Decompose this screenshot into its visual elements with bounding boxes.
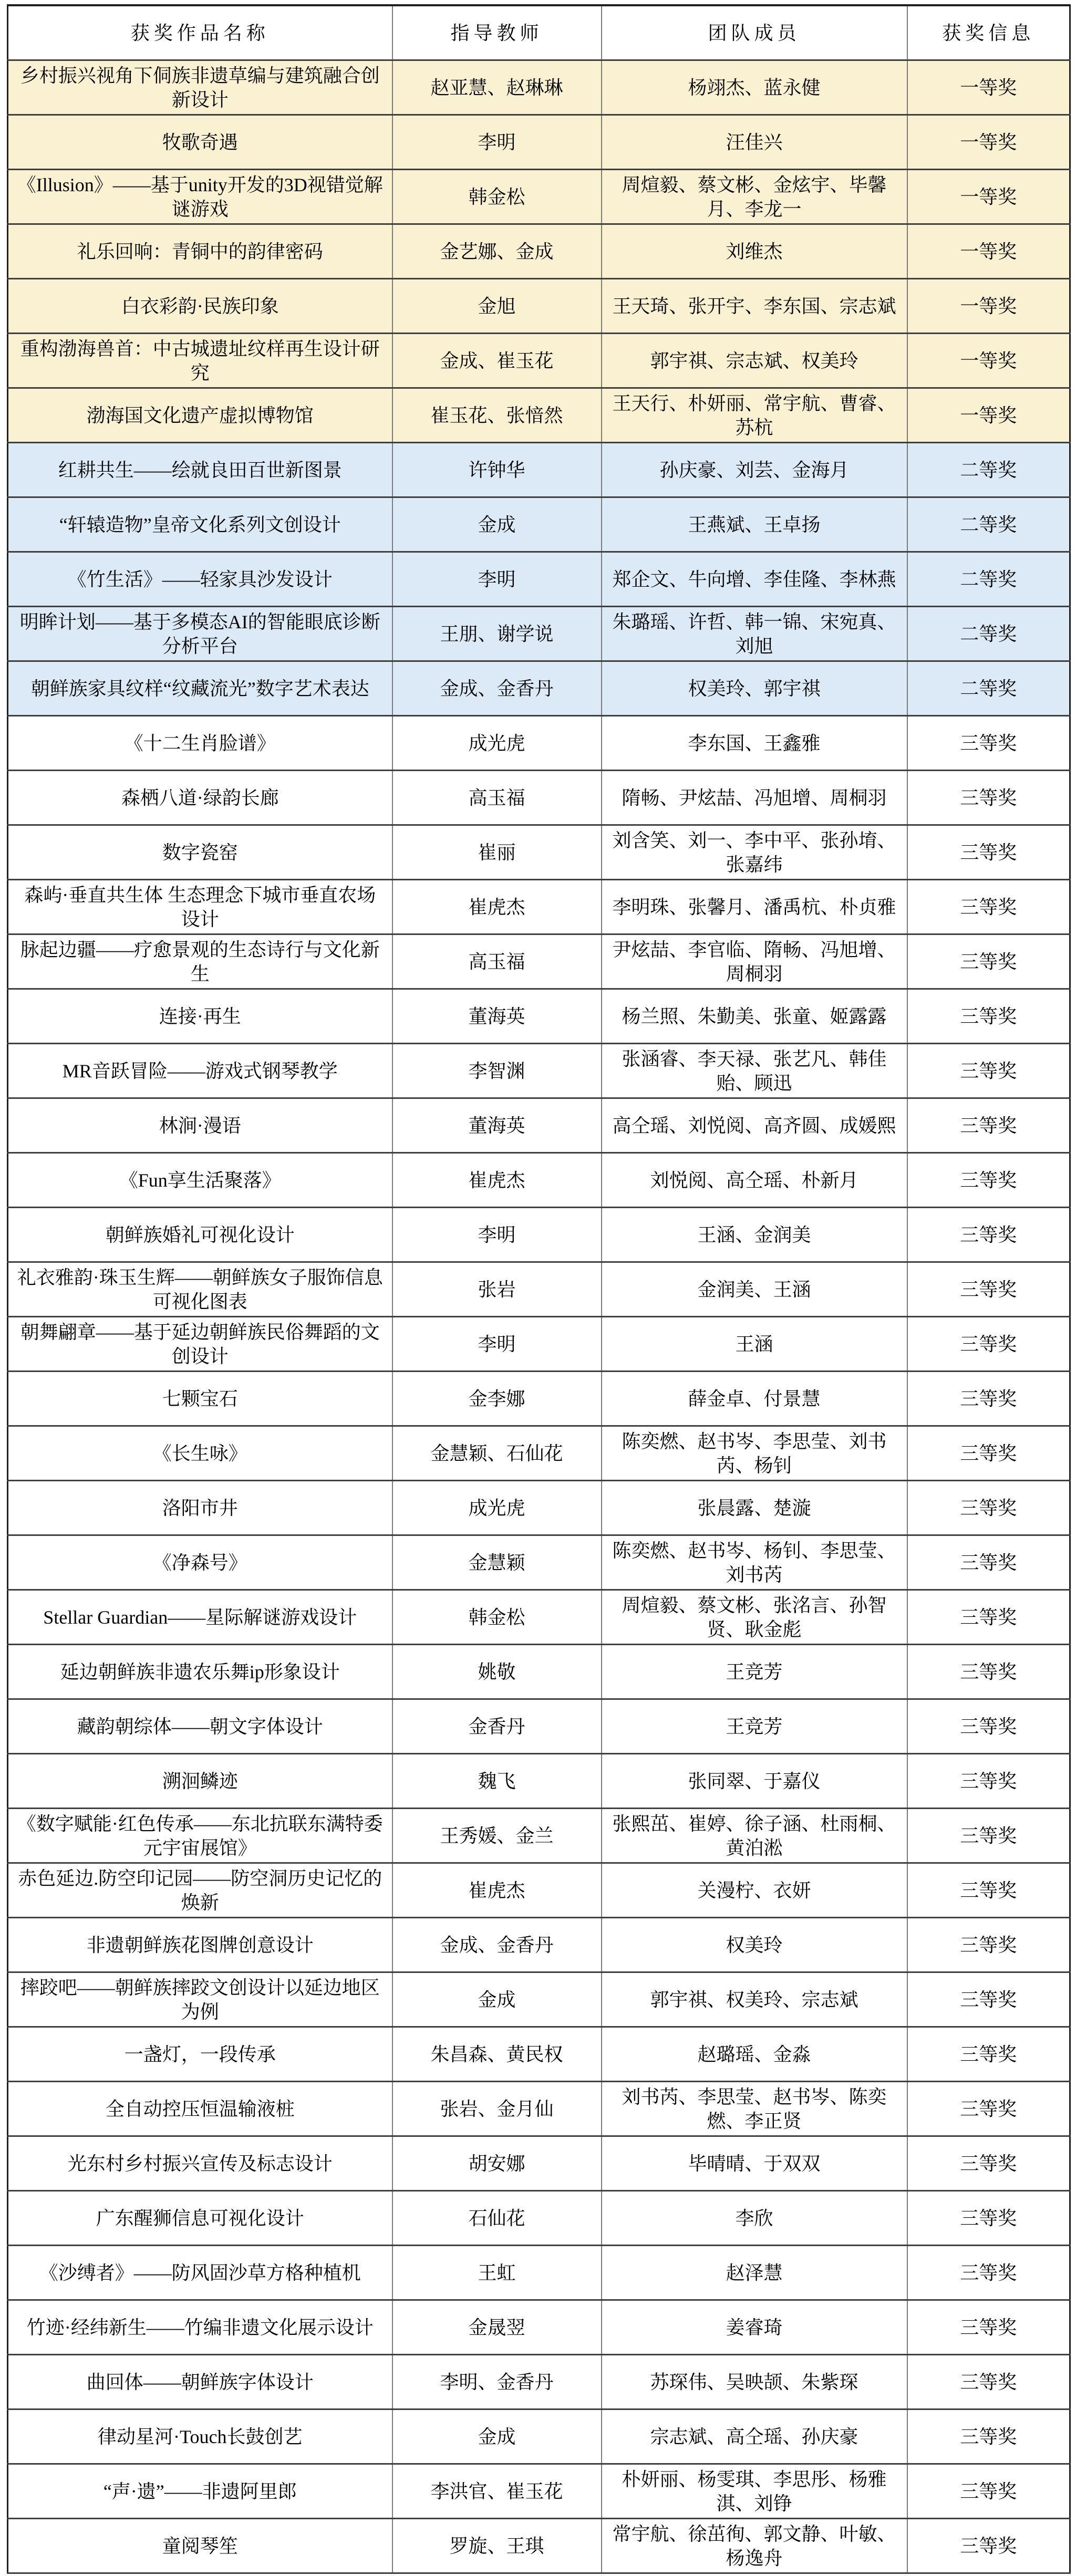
members-cell: 权美玲、郭宇祺 xyxy=(602,661,907,716)
teacher-cell: 石仙花 xyxy=(392,2191,602,2246)
table-row xyxy=(8,224,1070,279)
members-cell: 李明珠、张馨月、潘禹杭、朴贞雅 xyxy=(602,880,907,934)
members-cell: 张同翠、于嘉仪 xyxy=(602,1754,907,1809)
teacher-cell: 王朋、谢学说 xyxy=(392,607,602,661)
award-cell: 二等奖 xyxy=(907,443,1070,497)
work-title-cell: 礼衣雅韵·珠玉生辉——朝鲜族女子服饰信息可视化图表 xyxy=(8,1262,392,1317)
work-title-cell: 藏韵朝综体——朝文字体设计 xyxy=(8,1699,392,1754)
teacher-cell: 许钟华 xyxy=(392,443,602,497)
members-cell: 王涵 xyxy=(602,1317,907,1372)
award-cell: 三等奖 xyxy=(907,1044,1070,1098)
table-row xyxy=(8,2464,1070,2519)
work-title-cell: 数字瓷窑 xyxy=(8,825,392,880)
award-cell: 二等奖 xyxy=(907,607,1070,661)
table-row xyxy=(8,388,1070,443)
table-row xyxy=(8,661,1070,716)
table-row xyxy=(8,2409,1070,2464)
work-title-cell: 森栖八道·绿韵长廊 xyxy=(8,771,392,825)
table-row xyxy=(8,1699,1070,1754)
teacher-cell: 崔虎杰 xyxy=(392,880,602,934)
teacher-cell: 李明 xyxy=(392,1208,602,1262)
teacher-cell: 韩金松 xyxy=(392,170,602,224)
award-cell: 三等奖 xyxy=(907,1426,1070,1481)
table-row xyxy=(8,934,1070,989)
table-row xyxy=(8,2519,1070,2573)
members-cell: 郭宇祺、宗志斌、权美玲 xyxy=(602,334,907,388)
members-cell: 王天行、朴妍丽、常宇航、曹睿、苏杭 xyxy=(602,388,907,443)
table-row xyxy=(8,497,1070,552)
teacher-cell: 金慧颖、石仙花 xyxy=(392,1426,602,1481)
award-cell: 三等奖 xyxy=(907,2136,1070,2191)
award-cell: 一等奖 xyxy=(907,60,1070,115)
work-title-cell: 渤海国文化遗产虚拟博物馆 xyxy=(8,388,392,443)
work-title-cell: 红耕共生——绘就良田百世新图景 xyxy=(8,443,392,497)
award-cell: 三等奖 xyxy=(907,1699,1070,1754)
work-title-cell: “声·遗”——非遗阿里郎 xyxy=(8,2464,392,2519)
column-header-teacher: 指导教师 xyxy=(392,5,602,60)
teacher-cell: 金慧颖 xyxy=(392,1535,602,1590)
work-title-cell: 连接·再生 xyxy=(8,989,392,1044)
members-cell: 权美玲 xyxy=(602,1918,907,1972)
table-row xyxy=(8,771,1070,825)
award-cell: 三等奖 xyxy=(907,1535,1070,1590)
members-cell: 张晨露、楚漩 xyxy=(602,1481,907,1535)
teacher-cell: 金晟翌 xyxy=(392,2300,602,2355)
award-cell: 二等奖 xyxy=(907,661,1070,716)
award-cell: 三等奖 xyxy=(907,1208,1070,1262)
work-title-cell: 洛阳市井 xyxy=(8,1481,392,1535)
work-title-cell: 白衣彩韵·民族印象 xyxy=(8,279,392,334)
work-title-cell: 牧歌奇遇 xyxy=(8,115,392,170)
award-cell: 三等奖 xyxy=(907,2082,1070,2136)
members-cell: 赵璐瑶、金淼 xyxy=(602,2027,907,2082)
award-cell: 三等奖 xyxy=(907,989,1070,1044)
award-cell: 三等奖 xyxy=(907,1317,1070,1372)
table-row xyxy=(8,115,1070,170)
award-cell: 三等奖 xyxy=(907,2191,1070,2246)
teacher-cell: 金香丹 xyxy=(392,1699,602,1754)
members-cell: 刘书芮、李思莹、赵书岑、陈奕燃、李正贤 xyxy=(602,2082,907,2136)
table-row xyxy=(8,825,1070,880)
table-row xyxy=(8,2246,1070,2300)
teacher-cell: 赵亚慧、赵琳琳 xyxy=(392,60,602,115)
award-cell: 三等奖 xyxy=(907,1153,1070,1208)
award-cell: 三等奖 xyxy=(907,1645,1070,1699)
work-title-cell: 《数字赋能·红色传承——东北抗联东满特委元宇宙展馆》 xyxy=(8,1809,392,1863)
table-row xyxy=(8,1645,1070,1699)
members-cell: 汪佳兴 xyxy=(602,115,907,170)
work-title-cell: MR音跃冒险——游戏式钢琴教学 xyxy=(8,1044,392,1098)
award-cell: 二等奖 xyxy=(907,497,1070,552)
teacher-cell: 张岩 xyxy=(392,1262,602,1317)
table-row xyxy=(8,1590,1070,1645)
teacher-cell: 胡安娜 xyxy=(392,2136,602,2191)
members-cell: 王燕斌、王卓扬 xyxy=(602,497,907,552)
awards-table-body xyxy=(8,60,1070,2573)
members-cell: 孙庆豪、刘芸、金海月 xyxy=(602,443,907,497)
work-title-cell: 森屿·垂直共生体 生态理念下城市垂直农场设计 xyxy=(8,880,392,934)
work-title-cell: 竹迹·经纬新生——竹编非遗文化展示设计 xyxy=(8,2300,392,2355)
teacher-cell: 崔丽 xyxy=(392,825,602,880)
teacher-cell: 金成、金香丹 xyxy=(392,661,602,716)
award-cell: 三等奖 xyxy=(907,2355,1070,2409)
teacher-cell: 成光虎 xyxy=(392,1481,602,1535)
members-cell: 王天琦、张开宇、李东国、宗志斌 xyxy=(602,279,907,334)
award-cell: 三等奖 xyxy=(907,1809,1070,1863)
teacher-cell: 成光虎 xyxy=(392,716,602,771)
work-title-cell: “轩辕造物”皇帝文化系列文创设计 xyxy=(8,497,392,552)
award-cell: 三等奖 xyxy=(907,1972,1070,2027)
award-cell: 三等奖 xyxy=(907,1590,1070,1645)
work-title-cell: 朝舞翩章——基于延边朝鲜族民俗舞蹈的文创设计 xyxy=(8,1317,392,1372)
teacher-cell: 董海英 xyxy=(392,989,602,1044)
work-title-cell: 童阅琴笙 xyxy=(8,2519,392,2573)
work-title-cell: 重构渤海兽首：中古城遗址纹样再生设计研究 xyxy=(8,334,392,388)
award-cell: 三等奖 xyxy=(907,880,1070,934)
teacher-cell: 高玉福 xyxy=(392,771,602,825)
work-title-cell: 脉起边疆——疗愈景观的生态诗行与文化新生 xyxy=(8,934,392,989)
award-cell: 三等奖 xyxy=(907,1863,1070,1918)
award-cell: 三等奖 xyxy=(907,1372,1070,1426)
teacher-cell: 朱昌森、黄民权 xyxy=(392,2027,602,2082)
members-cell: 王竞芳 xyxy=(602,1645,907,1699)
work-title-cell: 《净森号》 xyxy=(8,1535,392,1590)
work-title-cell: 朝鲜族家具纹样“纹藏流光”数字艺术表达 xyxy=(8,661,392,716)
teacher-cell: 金旭 xyxy=(392,279,602,334)
members-cell: 常宇航、徐茁徇、郭文静、叶敏、杨逸舟 xyxy=(602,2519,907,2573)
award-cell: 三等奖 xyxy=(907,2246,1070,2300)
members-cell: 尹炫喆、李官临、隋畅、冯旭增、周桐羽 xyxy=(602,934,907,989)
work-title-cell: 延边朝鲜族非遗农乐舞ip形象设计 xyxy=(8,1645,392,1699)
column-header-award: 获奖信息 xyxy=(907,5,1070,60)
teacher-cell: 王秀媛、金兰 xyxy=(392,1809,602,1863)
award-cell: 三等奖 xyxy=(907,2409,1070,2464)
award-cell: 一等奖 xyxy=(907,334,1070,388)
table-row xyxy=(8,2082,1070,2136)
work-title-cell: 《沙缚者》——防风固沙草方格种植机 xyxy=(8,2246,392,2300)
work-title-cell: 《Illusion》——基于unity开发的3D视错觉解谜游戏 xyxy=(8,170,392,224)
work-title-cell: 一盏灯，一段传承 xyxy=(8,2027,392,2082)
members-cell: 朴妍丽、杨雯琪、李思彤、杨雅淇、刘铮 xyxy=(602,2464,907,2519)
members-cell: 高仝瑶、刘悦阅、高齐圆、成媛熙 xyxy=(602,1098,907,1153)
members-cell: 苏琛伟、吴映颉、朱紫琛 xyxy=(602,2355,907,2409)
table-row xyxy=(8,1972,1070,2027)
awards-table xyxy=(7,4,1071,2574)
award-cell: 三等奖 xyxy=(907,1098,1070,1153)
teacher-cell: 崔虎杰 xyxy=(392,1863,602,1918)
teacher-cell: 李明 xyxy=(392,1317,602,1372)
table-row xyxy=(8,1262,1070,1317)
teacher-cell: 罗旋、王琪 xyxy=(392,2519,602,2573)
award-cell: 三等奖 xyxy=(907,716,1070,771)
award-cell: 二等奖 xyxy=(907,552,1070,607)
work-title-cell: 朝鲜族婚礼可视化设计 xyxy=(8,1208,392,1262)
teacher-cell: 张岩、金月仙 xyxy=(392,2082,602,2136)
award-cell: 一等奖 xyxy=(907,388,1070,443)
award-cell: 三等奖 xyxy=(907,934,1070,989)
work-title-cell: 摔跤吧——朝鲜族摔跤文创设计以延边地区为例 xyxy=(8,1972,392,2027)
table-row xyxy=(8,716,1070,771)
work-title-cell: 赤色延边.防空印记园——防空洞历史记忆的焕新 xyxy=(8,1863,392,1918)
work-title-cell: 七颗宝石 xyxy=(8,1372,392,1426)
work-title-cell: 律动星河·Touch长鼓创艺 xyxy=(8,2409,392,2464)
table-row xyxy=(8,1208,1070,1262)
members-cell: 张熙茁、崔婷、徐子涵、杜雨桐、黄泊淞 xyxy=(602,1809,907,1863)
work-title-cell: 曲回体——朝鲜族字体设计 xyxy=(8,2355,392,2409)
teacher-cell: 李洪官、崔玉花 xyxy=(392,2464,602,2519)
work-title-cell: 林涧·漫语 xyxy=(8,1098,392,1153)
members-cell: 金润美、王涵 xyxy=(602,1262,907,1317)
teacher-cell: 金成 xyxy=(392,497,602,552)
members-cell: 陈奕燃、赵书岑、杨钊、李思莹、刘书芮 xyxy=(602,1535,907,1590)
members-cell: 赵泽慧 xyxy=(602,2246,907,2300)
table-row xyxy=(8,1098,1070,1153)
table-row xyxy=(8,1863,1070,1918)
members-cell: 李欣 xyxy=(602,2191,907,2246)
work-title-cell: 全自动控压恒温输液桩 xyxy=(8,2082,392,2136)
award-cell: 三等奖 xyxy=(907,2300,1070,2355)
table-row xyxy=(8,1809,1070,1863)
teacher-cell: 金成 xyxy=(392,1972,602,2027)
work-title-cell: 明眸计划——基于多模态AI的智能眼底诊断分析平台 xyxy=(8,607,392,661)
award-cell: 三等奖 xyxy=(907,2519,1070,2573)
table-row xyxy=(8,552,1070,607)
award-cell: 三等奖 xyxy=(907,1754,1070,1809)
table-row xyxy=(8,880,1070,934)
work-title-cell: 《Fun享生活聚落》 xyxy=(8,1153,392,1208)
teacher-cell: 董海英 xyxy=(392,1098,602,1153)
table-row xyxy=(8,2191,1070,2246)
teacher-cell: 崔虎杰 xyxy=(392,1153,602,1208)
award-cell: 三等奖 xyxy=(907,825,1070,880)
teacher-cell: 王虹 xyxy=(392,2246,602,2300)
award-cell: 三等奖 xyxy=(907,1918,1070,1972)
table-row xyxy=(8,1754,1070,1809)
members-cell: 隋畅、尹炫喆、冯旭增、周桐羽 xyxy=(602,771,907,825)
table-row xyxy=(8,2027,1070,2082)
work-title-cell: 乡村振兴视角下侗族非遗草编与建筑融合创新设计 xyxy=(8,60,392,115)
table-row xyxy=(8,2300,1070,2355)
award-cell: 一等奖 xyxy=(907,170,1070,224)
teacher-cell: 韩金松 xyxy=(392,1590,602,1645)
table-row xyxy=(8,1426,1070,1481)
work-title-cell: 广东醒狮信息可视化设计 xyxy=(8,2191,392,2246)
work-title-cell: 礼乐回响：青铜中的韵律密码 xyxy=(8,224,392,279)
teacher-cell: 李智渊 xyxy=(392,1044,602,1098)
table-row xyxy=(8,443,1070,497)
teacher-cell: 金成、崔玉花 xyxy=(392,334,602,388)
table-row xyxy=(8,1153,1070,1208)
award-cell: 三等奖 xyxy=(907,771,1070,825)
members-cell: 周煊毅、蔡文彬、张洺言、孙智贤、耿金彪 xyxy=(602,1590,907,1645)
table-row xyxy=(8,1918,1070,1972)
table-row xyxy=(8,1372,1070,1426)
table-row xyxy=(8,2136,1070,2191)
table-row xyxy=(8,1535,1070,1590)
members-cell: 郑企文、牛向增、李佳隆、李林燕 xyxy=(602,552,907,607)
teacher-cell: 高玉福 xyxy=(392,934,602,989)
members-cell: 杨兰照、朱勤美、张童、姬露露 xyxy=(602,989,907,1044)
work-title-cell: 光东村乡村振兴宣传及标志设计 xyxy=(8,2136,392,2191)
work-title-cell: 《竹生活》——轻家具沙发设计 xyxy=(8,552,392,607)
work-title-cell: 《长生咏》 xyxy=(8,1426,392,1481)
header-row xyxy=(8,5,1070,60)
table-row xyxy=(8,170,1070,224)
teacher-cell: 李明 xyxy=(392,115,602,170)
members-cell: 杨翊杰、蓝永健 xyxy=(602,60,907,115)
members-cell: 周煊毅、蔡文彬、金炫宇、毕馨月、李龙一 xyxy=(602,170,907,224)
teacher-cell: 金成、金香丹 xyxy=(392,1918,602,1972)
members-cell: 王涵、金润美 xyxy=(602,1208,907,1262)
table-row xyxy=(8,1044,1070,1098)
members-cell: 陈奕燃、赵书岑、李思莹、刘书芮、杨钊 xyxy=(602,1426,907,1481)
members-cell: 姜睿琦 xyxy=(602,2300,907,2355)
members-cell: 朱璐瑶、许哲、韩一锦、宋宛真、刘旭 xyxy=(602,607,907,661)
members-cell: 薛金卓、付景慧 xyxy=(602,1372,907,1426)
table-row xyxy=(8,989,1070,1044)
table-row xyxy=(8,2355,1070,2409)
column-header-members: 团队成员 xyxy=(602,5,907,60)
work-title-cell: 溯洄鳞迹 xyxy=(8,1754,392,1809)
table-row xyxy=(8,607,1070,661)
members-cell: 李东国、王鑫雅 xyxy=(602,716,907,771)
members-cell: 郭宇祺、权美玲、宗志斌 xyxy=(602,1972,907,2027)
work-title-cell: Stellar Guardian——星际解谜游戏设计 xyxy=(8,1590,392,1645)
award-cell: 三等奖 xyxy=(907,2464,1070,2519)
work-title-cell: 非遗朝鲜族花图牌创意设计 xyxy=(8,1918,392,1972)
award-cell: 一等奖 xyxy=(907,224,1070,279)
members-cell: 刘维杰 xyxy=(602,224,907,279)
members-cell: 刘悦阅、高仝瑶、朴新月 xyxy=(602,1153,907,1208)
teacher-cell: 魏飞 xyxy=(392,1754,602,1809)
award-cell: 三等奖 xyxy=(907,1481,1070,1535)
members-cell: 宗志斌、高仝瑶、孙庆豪 xyxy=(602,2409,907,2464)
column-header-work-title: 获奖作品名称 xyxy=(8,5,392,60)
members-cell: 王竞芳 xyxy=(602,1699,907,1754)
award-cell: 一等奖 xyxy=(907,115,1070,170)
table-row xyxy=(8,1481,1070,1535)
members-cell: 关漫柠、衣妍 xyxy=(602,1863,907,1918)
teacher-cell: 李明、金香丹 xyxy=(392,2355,602,2409)
award-cell: 三等奖 xyxy=(907,1262,1070,1317)
table-row xyxy=(8,1317,1070,1372)
award-cell: 一等奖 xyxy=(907,279,1070,334)
teacher-cell: 姚敬 xyxy=(392,1645,602,1699)
teacher-cell: 李明 xyxy=(392,552,602,607)
table-row xyxy=(8,279,1070,334)
members-cell: 张涵睿、李天禄、张艺凡、韩佳贻、顾迅 xyxy=(602,1044,907,1098)
table-row xyxy=(8,60,1070,115)
teacher-cell: 崔玉花、张愔然 xyxy=(392,388,602,443)
members-cell: 毕晴晴、于双双 xyxy=(602,2136,907,2191)
teacher-cell: 金艺娜、金成 xyxy=(392,224,602,279)
teacher-cell: 金李娜 xyxy=(392,1372,602,1426)
work-title-cell: 《十二生肖脸谱》 xyxy=(8,716,392,771)
teacher-cell: 金成 xyxy=(392,2409,602,2464)
award-cell: 三等奖 xyxy=(907,2027,1070,2082)
members-cell: 刘含笑、刘一、李中平、张孙堉、张嘉纬 xyxy=(602,825,907,880)
table-row xyxy=(8,334,1070,388)
